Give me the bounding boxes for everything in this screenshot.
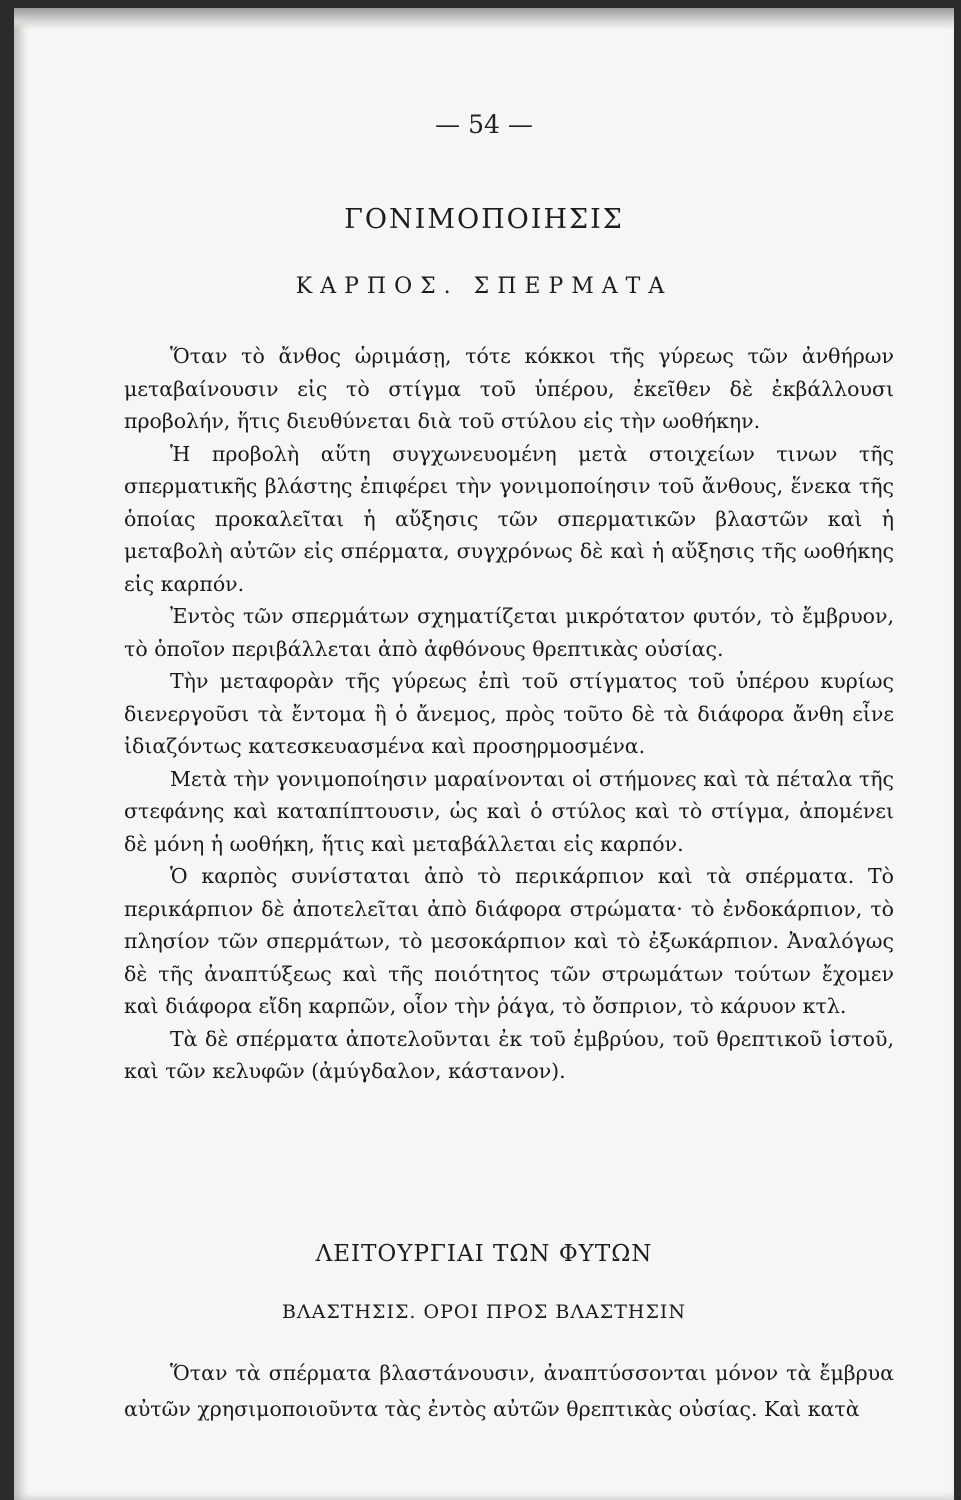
scan-edge: [14, 8, 954, 30]
book-page: [14, 8, 954, 1500]
paragraph: Ὅταν τὸ ἄνθος ὡριμάσῃ, τότε κόκκοι τῆς γύρεως τῶν ἀνθήρων μεταβαίνουσιν εἰς τὸ στίγμα τοῦ ὑπέρου, ἐκεῖθεν δὲ ἐκβάλλουσι προβολήν, ἥτις διευθύνεται διὰ τοῦ στύλου εἰς τὴν ωοθήκην.: [124, 344, 894, 433]
paragraph: Ὅταν τὰ σπέρματα βλαστάνουσιν, ἀναπτύσσονται μόνον τὰ ἔμβρυα αὐτῶν χρησιμοποιοῦντα τὰς ἐντὸς αὐτῶν θρεπτικὰς οὐσίας. Καὶ κατὰ: [124, 1361, 894, 1421]
chapter-subtitle: ΚΑΡΠΟΣ. ΣΠΕΡΜΑΤΑ: [295, 274, 673, 299]
section-title: ΛΕΙΤΟΥΡΓΙΑΙ ΤΩΝ ΦΥΤΩΝ: [315, 1241, 653, 1267]
paragraph: Ἡ προβολὴ αὕτη συγχωνευομένη μετὰ στοιχείων τινων τῆς σπερματικῆς βλάστης ἐπιφέρει τὴν γονιμοποίησιν τοῦ ἄνθους, ἕνεκα τῆς ὁποίας προκαλεῖται ἡ αὔξησις τῶν σπερματικῶν βλαστῶν καὶ ἡ μεταβολὴ αὐτῶν εἰς σπέρματα, συγχρόνως δὲ καὶ ἡ αὔξησις τῆς ωοθήκης εἰς καρπόν.: [124, 441, 894, 596]
paragraph: Ὁ καρπὸς συνίσταται ἀπὸ τὸ περικάρπιον καὶ τὰ σπέρματα. Τὸ περικάρπιον δὲ ἀποτελεῖται ἀπὸ διάφορα στρώματα· τὸ ἐνδοκάρπιον, τὸ πλησίον τῶν σπερμάτων, τὸ μεσοκάρπιον καὶ τὸ ἐξωκάρπιον. Ἀναλόγως δὲ τῆς ἀναπτύξεως καὶ τῆς ποιότητος τῶν στρωμάτων τούτων ἔχομεν καὶ διάφορα εἴδη καρπῶν, οἷον τὴν ῥάγα, τὸ ὄσπριον, τὸ κάρυον κτλ.: [124, 864, 894, 1018]
paragraph: Μετὰ τὴν γονιμοποίησιν μαραίνονται οἱ στήμονες καὶ τὰ πέταλα τῆς στεφάνης καὶ καταπίπτουσιν, ὡς καὶ ὁ στύλος καὶ τὸ στίγμα, ἀπομένει δὲ μόνη ἡ ωοθήκη, ἥτις καὶ μεταβάλλεται εἰς καρπόν.: [124, 766, 894, 856]
body-text: [124, 340, 894, 1088]
paragraph: Τὴν μεταφορὰν τῆς γύρεως ἐπὶ τοῦ στίγματος τοῦ ὑπέρου κυρίως διενεργοῦσι τὰ ἔντομα ἢ ὁ ἄνεμος, πρὸς τοῦτο δὲ τὰ διάφορα ἄνθη εἶνε ἰδιαζόντως κατεσκευασμένα καὶ προσηρμοσμένα.: [124, 669, 894, 758]
paragraph: Ἐντὸς τῶν σπερμάτων σχηματίζεται μικρότατον φυτόν, τὸ ἔμβρυον, τὸ ὁποῖον περιβάλλεται ἀπὸ ἀφθόνους θρεπτικὰς οὐσίας.: [124, 604, 894, 661]
section-body: [124, 1355, 894, 1427]
page-number: — 54 —: [435, 110, 533, 139]
chapter-title: ΓΟΝΙΜΟΠΟΙΗΣΙΣ: [344, 204, 624, 235]
section-subtitle: ΒΛΑΣΤΗΣΙΣ. ΟΡΟΙ ΠΡΟΣ ΒΛΑΣΤΗΣΙΝ: [281, 1301, 687, 1323]
paragraph: Τὰ δὲ σπέρματα ἀποτελοῦνται ἐκ τοῦ ἐμβρύου, τοῦ θρεπτικοῦ ἱστοῦ, καὶ τῶν κελυφῶν (ἀμύγδαλον, κάστανον).: [124, 1026, 894, 1083]
